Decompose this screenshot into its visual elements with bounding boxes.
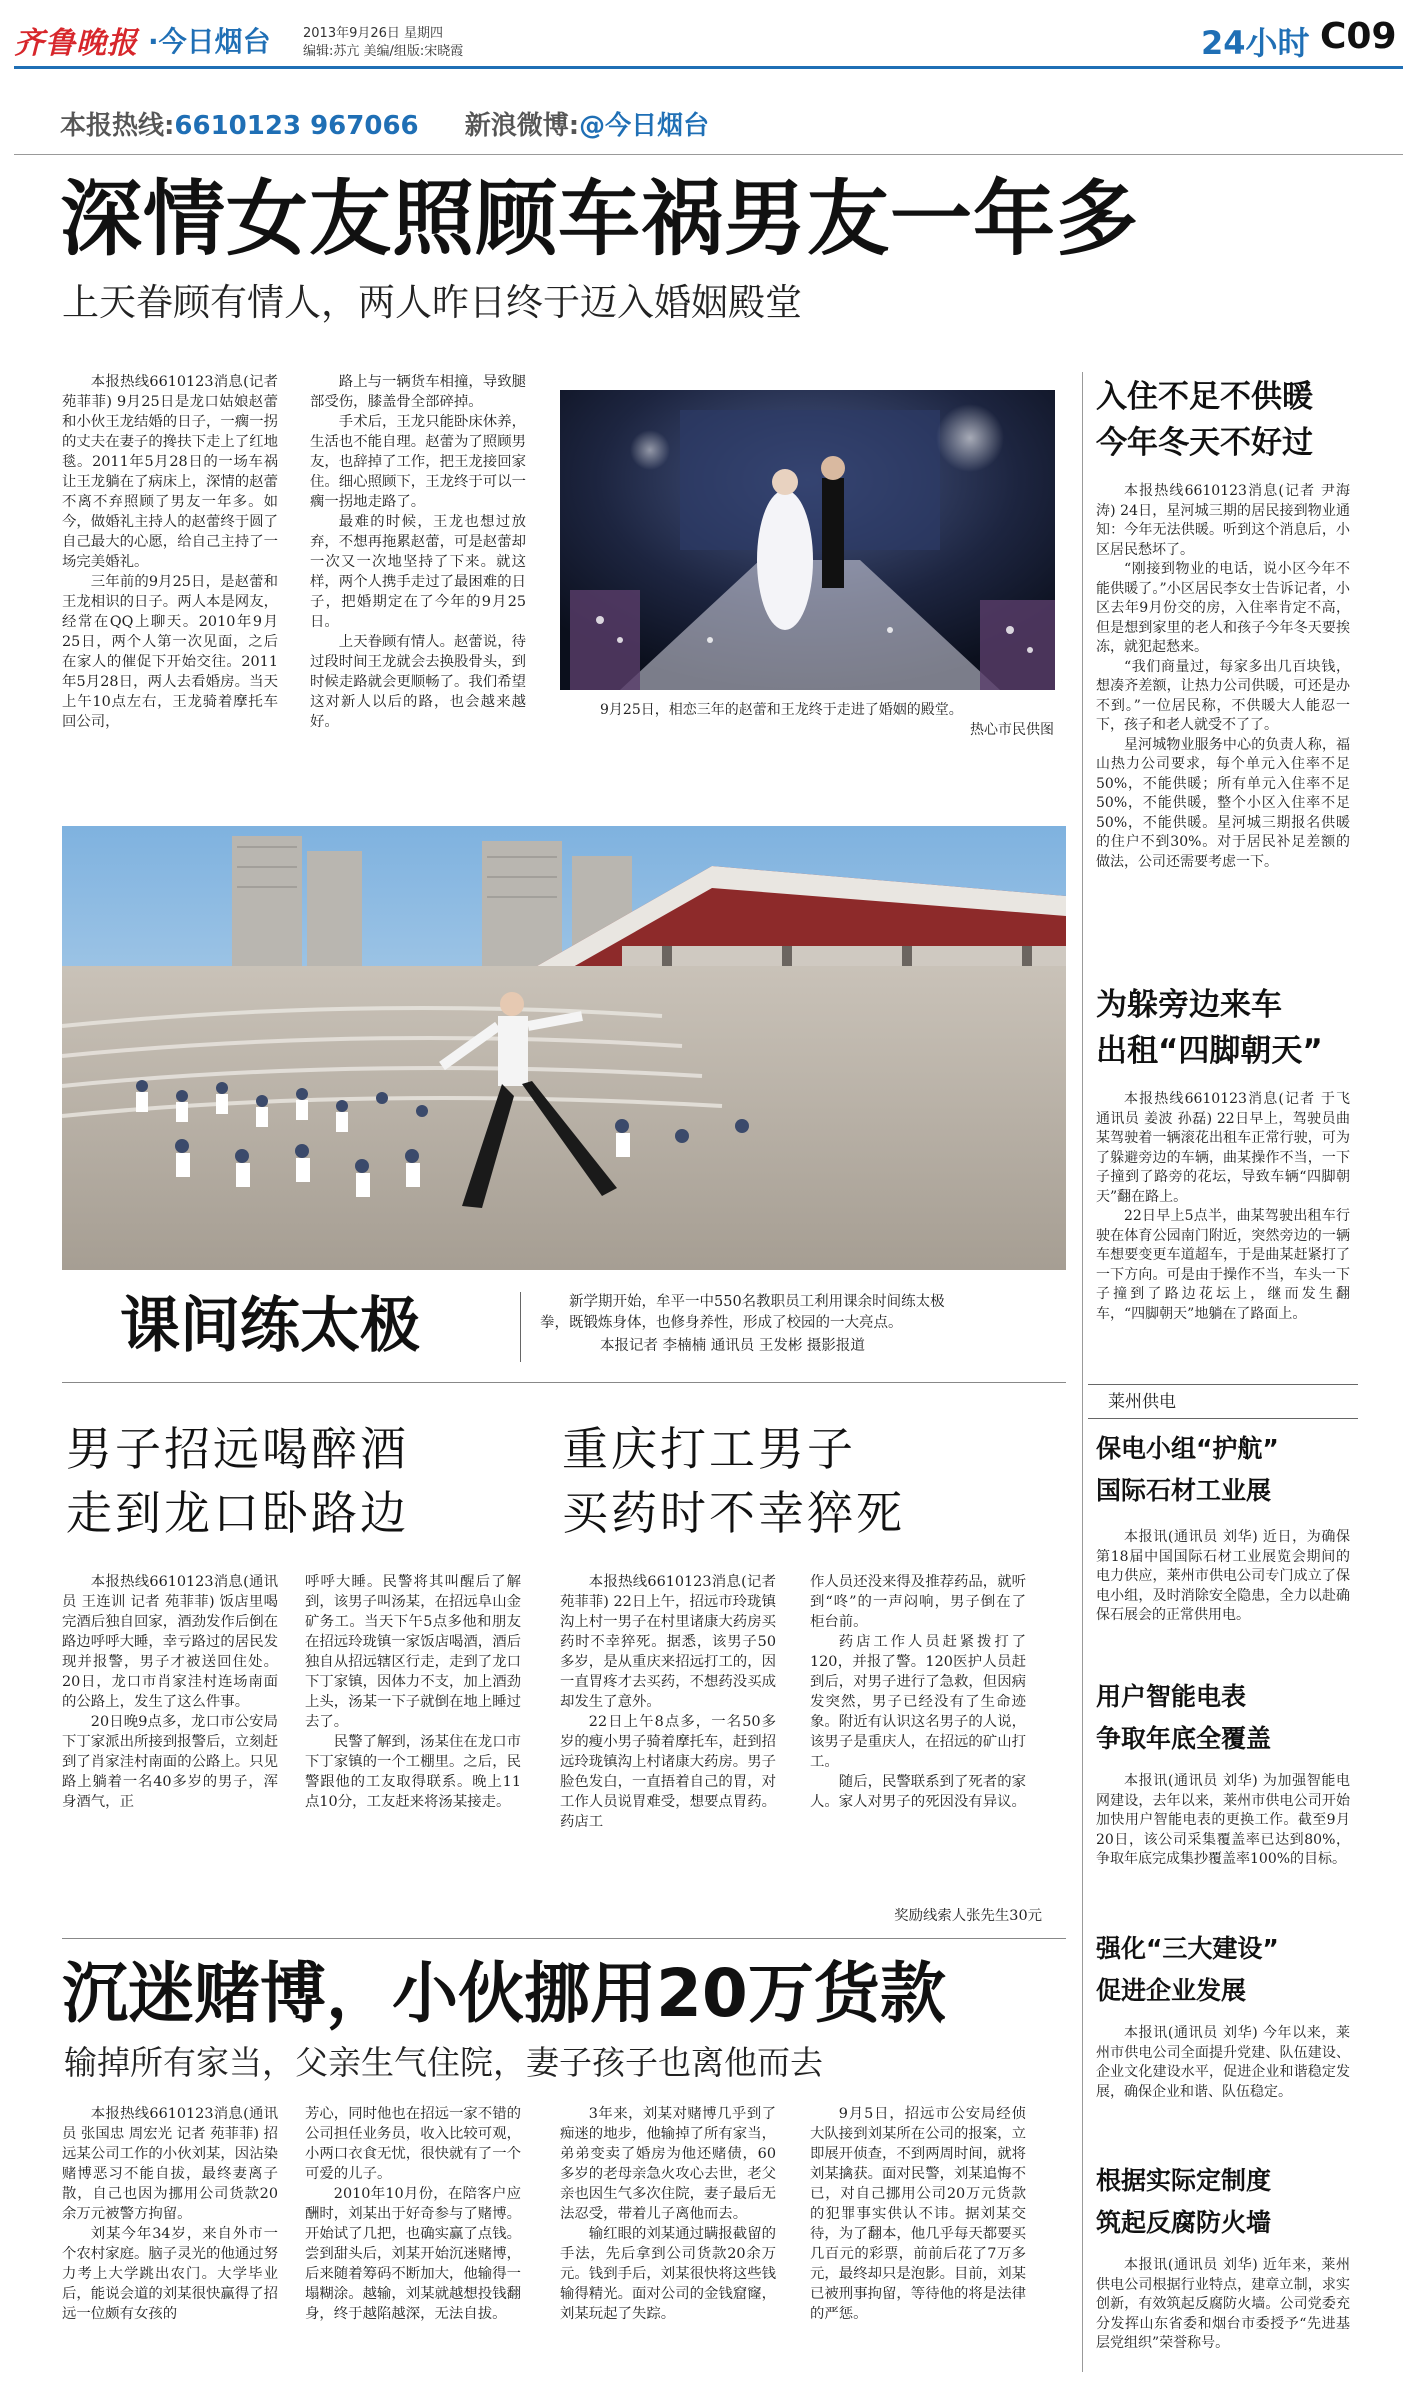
weibo-handle: @今日烟台	[579, 111, 710, 141]
sidebar-story-3-body	[1096, 1528, 1350, 1668]
lead-paragraph: 手术后，王龙只能卧床休养，生活也不能自理。赵蕾为了照顾男友，也辞掉了工作，把王龙接回家住。细心照顾下，王龙终于可以一瘸一拐地走路了。	[310, 414, 526, 510]
laizhou-rule	[1088, 1384, 1358, 1385]
gamble-col-4	[810, 2104, 1026, 2374]
sidebar-story-4-title-1: 用户智能电表	[1096, 1682, 1247, 1711]
masthead-rule	[14, 66, 1403, 69]
drunk-paragraph: 本报热线6610123消息(通讯员 王连训 记者 苑菲菲) 饭店里喝完酒后独自回家，酒劲发作后倒在路边呼呼大睡，幸亏路过的居民发现并报警，男子才被送回住处。20日，龙口市肖家洼村连场南面的公路上，发生了这么件事。	[62, 1574, 278, 1710]
taiji-photo	[62, 826, 1066, 1270]
taiji-divider	[520, 1292, 521, 1362]
sidebar-paragraph: 星河城物业服务中心的负责人称，福山热力公司要求，每个单元入住率不足50%，不能供暖；所有单元入住率不足50%，不能供暖，整个小区入住率不足50%，不能供暖。星河城三期报名供暖的住户不到30%。对于居民补足差额的做法，公司还需要考虑一下。	[1096, 736, 1350, 870]
sidebar-divider	[1082, 372, 1083, 2372]
sidebar-story-5-title-2: 促进企业发展	[1096, 1976, 1247, 2005]
laizhou-rule-2	[1088, 1418, 1358, 1419]
section-rule-2	[62, 1938, 1066, 1939]
sidebar-story-3-title-1: 保电小组“护航”	[1096, 1434, 1279, 1463]
taiji-photo-illustration	[62, 826, 1066, 1270]
drunk-headline-1: 男子招远喝醉酒	[66, 1422, 409, 1476]
masthead-band: 24小时	[1201, 24, 1310, 62]
masthead-editors: 编辑:苏亢 美编/组版:宋晓霞	[303, 44, 464, 59]
lead-subheadline: 上天眷顾有情人，两人昨日终于迈入婚姻殿堂	[62, 281, 802, 324]
wedding-photo-credit: 热心市民供图	[970, 722, 1054, 738]
sidebar-paragraph: “我们商量过，每家多出几百块钱，想凑齐差额，让热力公司供暖，可还是办不到。”一位居民称，不供暖大人能忍一下，孩子和老人就受不了了。	[1096, 658, 1350, 733]
gamble-col-2	[305, 2104, 521, 2374]
sidebar	[1096, 374, 1356, 466]
sidebar-paragraph: 本报热线6610123消息(记者 于飞 通讯员 姜波 孙磊) 22日早上，驾驶员曲某驾驶着一辆滚花出租车正常行驶，可为了躲避旁边的车辆，曲某操作不当，一下子撞到了路旁的花坛，导致车辆“四脚朝天”翻在路上。	[1096, 1091, 1350, 1205]
sidebar-story-2-body	[1096, 1090, 1350, 1360]
gamble-col-3	[560, 2104, 776, 2374]
lead-paragraph: 三年前的9月25日，是赵蕾和王龙相识的日子。两人本是网友，经常在QQ上聊天。2010年9月25日，两个人第一次见面，之后在家人的催促下开始交往。2011年5月28日，两人去看婚房。当天上午10点左右，王龙骑着摩托车回公司，	[62, 574, 278, 730]
cq-headline-2: 买药时不幸猝死	[562, 1486, 905, 1540]
sidebar-paragraph: 22日早上5点半，曲某驾驶出租车行驶在体育公园南门附近，突然旁边的一辆车想要变更车道超车，于是曲某赶紧打了一下方向。可是由于操作不当，车头一下子撞到了路边花坛上，继而发生翻车，“四脚朝天”地躺在了路面上。	[1096, 1208, 1350, 1322]
cq-reward: 奖励线索人张先生30元	[894, 1908, 1042, 1924]
masthead-date: 2013年9月26日 星期四	[303, 26, 444, 41]
cq-paragraph: 作人员还没来得及推荐药品，就听到“咚”的一声闷响，男子倒在了柜台前。	[810, 1574, 1026, 1630]
gamble-col-1	[62, 2104, 278, 2374]
drunk-col-1	[62, 1572, 278, 1922]
gamble-subheadline: 输掉所有家当，父亲生气住院，妻子孩子也离他而去	[64, 2043, 823, 2082]
gamble-paragraph: 本报热线6610123消息(通讯员 张国忠 周宏光 记者 苑菲菲) 招远某公司工作的小伙刘某，因沾染赌博恶习不能自拔，最终妻离子散，自己也因为挪用公司货款20余万元被警方拘留。	[62, 2106, 278, 2222]
taiji-title: 课间练太极	[120, 1291, 420, 1361]
page-number: C09	[1320, 16, 1397, 57]
masthead	[0, 0, 1417, 70]
hotline-numbers: 6610123 967066	[174, 111, 419, 141]
hotline-rule	[14, 154, 1403, 155]
sidebar-story-2-title-1: 为躲旁边来车	[1096, 987, 1282, 1023]
sidebar-story-6	[1096, 2160, 1356, 2244]
cq-col-2	[810, 1572, 1026, 1902]
section-rule-1	[62, 1382, 1066, 1383]
sidebar-story-1-title-1: 入住不足不供暖	[1096, 379, 1313, 415]
gamble-paragraph: 9月5日，招远市公安局经侦大队接到刘某所在公司的报案，立即展开侦查，不到两周时间，就将刘某擒获。面对民警，刘某追悔不已，对自己挪用公司20万元货款的犯罪事实供认不讳。据刘某交待，为了翻本，他几乎每天都要买几百元的彩票，前前后花了7万多元，最终却只是泡影。目前，刘某已被刑事拘留，等待他的将是法律的严惩。	[810, 2106, 1026, 2322]
hotline-label: 本报热线:	[60, 111, 175, 141]
lead-paragraph: 最难的时候，王龙也想过放弃，不想再拖累赵蕾，可是赵蕾却一次又一次地坚持了下来。就这样，两个人携手走过了最困难的日子，把婚期定在了今年的9月25日。	[310, 514, 526, 630]
sidebar-story-4-body	[1096, 1772, 1350, 1912]
lead-paragraph: 上天眷顾有情人。赵蕾说，待过段时间王龙就会去换股骨头，到时候走路就会更顺畅了。我们希望这对新人以后的路，也会越来越好。	[310, 634, 526, 730]
sidebar-story-2-title-2: 出租“四脚朝天”	[1096, 1033, 1323, 1069]
cq-paragraph: 22日上午8点多，一名50多岁的瘦小男子骑着摩托车，赶到招远玲珑镇沟上村诸康大药房。男子脸色发白，一直捂着自己的胃，对工作人员说胃难受，想要点胃药。药店工	[560, 1714, 776, 1830]
gamble-paragraph: 2010年10月份，在陪客户应酬时，刘某出于好奇参与了赌博。开始试了几把，也确实赢了点钱。尝到甜头后，刘某开始沉迷赌博，后来随着筹码不断加大，他输得一塌糊涂。越输，刘某就越想投钱翻身，终于越陷越深，无法自拔。	[305, 2186, 521, 2322]
lead-col-2	[310, 372, 526, 772]
drunk-headline-2: 走到龙口卧路边	[66, 1486, 409, 1540]
sidebar-story-5-title-1: 强化“三大建设”	[1096, 1934, 1279, 1963]
sidebar-story-5-body	[1096, 2024, 1350, 2144]
sidebar-story-5	[1096, 1928, 1356, 2012]
sidebar-paragraph: 本报讯(通讯员 刘华) 近年来，莱州供电公司根据行业特点，建章立制，求实创新，有效筑起反腐防火墙。公司党委充分发挥山东省委和烟台市委授予“先进基层党组织”荣誉称号。	[1096, 2257, 1350, 2351]
weibo-label: 新浪微博:	[464, 111, 580, 141]
laizhou-label: 莱州供电	[1108, 1392, 1176, 1412]
sidebar-paragraph: 本报讯(通讯员 刘华) 为加强智能电网建设，去年以来，莱州市供电公司开始加快用户智能电表的更换工作。截至9月20日，该公司采集覆盖率已达到80%，争取年底完成集抄覆盖率100%的目标。	[1096, 1773, 1350, 1867]
sidebar-story-6-title-2: 筑起反腐防火墙	[1096, 2208, 1272, 2237]
cq-headline-1: 重庆打工男子	[562, 1422, 856, 1476]
gamble-paragraph: 芳心，同时他也在招远一家不错的公司担任业务员，收入比较可观，小两口衣食无忧，很快就有了一个可爱的儿子。	[305, 2106, 521, 2182]
taiji-credit: 本报记者 李楠楠 通讯员 王发彬 摄影报道	[600, 1338, 865, 1354]
masthead-section: ·今日烟台	[148, 25, 271, 58]
sidebar-story-4-title-2: 争取年底全覆盖	[1096, 1724, 1272, 1753]
lead-paragraph: 本报热线6610123消息(记者 苑菲菲) 9月25日是龙口姑娘赵蕾和小伙王龙结婚的日子，一瘸一拐的丈夫在妻子的搀扶下走上了红地毯。2011年5月28日的一场车祸让王龙躺在了病床上，深情的赵蕾不离不弃照顾了男友一年多。如今，做婚礼主持人的赵蕾终于圆了自己最大的心愿，给自己主持了一场完美婚礼。	[62, 374, 278, 570]
lead-headline: 深情女友照顾车祸男友一年多	[60, 172, 1140, 267]
sidebar-paragraph: 本报讯(通讯员 刘华) 今年以来，莱州市供电公司全面提升党建、队伍建设、企业文化建设水平，促进企业和谐稳定发展，确保企业和谐、队伍稳定。	[1096, 2025, 1350, 2100]
sidebar-story-2	[1096, 982, 1356, 1074]
sidebar-story-6-title-1: 根据实际定制度	[1096, 2166, 1272, 2195]
drunk-col-2	[305, 1572, 521, 1922]
gamble-paragraph: 3年来，刘某对赌博几乎到了痴迷的地步，他输掉了所有家当，弟弟变卖了婚房为他还赌债，60多岁的老母亲急火攻心去世，老父亲也因生气多次住院，妻子最后无法忍受，带着儿子离他而去。	[560, 2106, 776, 2222]
sidebar-story-1-title-2: 今年冬天不好过	[1096, 425, 1313, 461]
gamble-paragraph: 刘某今年34岁，来自外市一个农村家庭。脑子灵光的他通过努力考上大学跳出农门。大学毕业后，能说会道的刘某很快赢得了招远一位颇有女孩的	[62, 2226, 278, 2322]
drunk-paragraph: 呼呼大睡。民警将其叫醒后了解到，该男子叫汤某，在招远阜山金矿务工。当天下午5点多他和朋友在招远玲珑镇一家饭店喝酒，酒后独自从招远辖区行走，走到了龙口下丁家镇，因体力不支，加上酒劲上头，汤某一下子就倒在地上睡过去了。	[305, 1574, 521, 1730]
cq-paragraph: 随后，民警联系到了死者的家人。家人对男子的死因没有异议。	[810, 1774, 1026, 1810]
wedding-photo-caption: 9月25日，相恋三年的赵蕾和王龙终于走进了婚姻的殿堂。	[600, 702, 963, 718]
wedding-photo-illustration	[560, 390, 1055, 690]
lead-paragraph: 路上与一辆货车相撞，导致腿部受伤，膝盖骨全部碎掉。	[310, 374, 526, 410]
gamble-paragraph: 输红眼的刘某通过瞒报截留的手法，先后拿到公司货款20余万元。钱到手后，刘某很快将这些钱输得精光。面对公司的金钱窟窿，刘某玩起了失踪。	[560, 2226, 776, 2322]
cq-paragraph: 药店工作人员赶紧拨打了120，并报了警。120医护人员赶到后，对男子进行了急救，但因病发突然，男子已经没有了生命迹象。附近有认识这名男子的人说，该男子是重庆人，在招远的矿山打工。	[810, 1634, 1026, 1770]
sidebar-paragraph: 本报讯(通讯员 刘华) 近日，为确保第18届中国国际石材工业展览会期间的电力供应，莱州市供电公司专门成立了保电小组，及时消除安全隐患，全力以赴确保石展会的正常供用电。	[1096, 1529, 1350, 1623]
wedding-photo	[560, 390, 1055, 690]
drunk-paragraph: 20日晚9点多，龙口市公安局下丁家派出所接到报警后，立刻赶到了肖家洼村南面的公路上。只见路上躺着一名40多岁的男子，浑身酒气，正	[62, 1714, 278, 1810]
taiji-caption: 新学期开始，牟平一中550名教职员工利用课余时间练太极拳，既锻炼身体，也修身养性，形成了校园的一大亮点。	[540, 1294, 945, 1331]
cq-paragraph: 本报热线6610123消息(记者 苑菲菲) 22日上午，招远市玲珑镇沟上村一男子在村里诸康大药房买药时不幸猝死。据悉，该男子50多岁，是从重庆来招远打工的，因一直胃疼才去买药，不想药没买成却发生了意外。	[560, 1574, 776, 1710]
sidebar-paragraph: “刚接到物业的电话，说小区今年不能供暖了。”小区居民李女士告诉记者，小区去年9月份交的房，入住率肯定不高，但是想到家里的老人和孩子今年冬天要挨冻，就犯起愁来。	[1096, 561, 1350, 655]
sidebar-story-6-body	[1096, 2256, 1350, 2374]
gamble-headline: 沉迷赌博，小伙挪用20万货款	[62, 1955, 946, 2032]
lead-col-1	[62, 372, 278, 772]
sidebar-story-4	[1096, 1676, 1356, 1760]
cq-col-1	[560, 1572, 776, 1922]
masthead-logo: 齐鲁晚报	[14, 26, 138, 61]
sidebar-story-1-body	[1096, 482, 1350, 962]
sidebar-paragraph: 本报热线6610123消息(记者 尹海涛) 24日，星河城三期的居民接到物业通知：今年无法供暖。听到这个消息后，小区居民愁坏了。	[1096, 483, 1350, 558]
sidebar-story-3	[1096, 1428, 1356, 1512]
drunk-paragraph: 民警了解到，汤某住在龙口市下丁家镇的一个工棚里。之后，民警跟他的工友取得联系。晚上11点10分，工友赶来将汤某接走。	[305, 1734, 521, 1810]
hotline-bar	[60, 105, 709, 145]
sidebar-story-3-title-2: 国际石材工业展	[1096, 1476, 1272, 1505]
